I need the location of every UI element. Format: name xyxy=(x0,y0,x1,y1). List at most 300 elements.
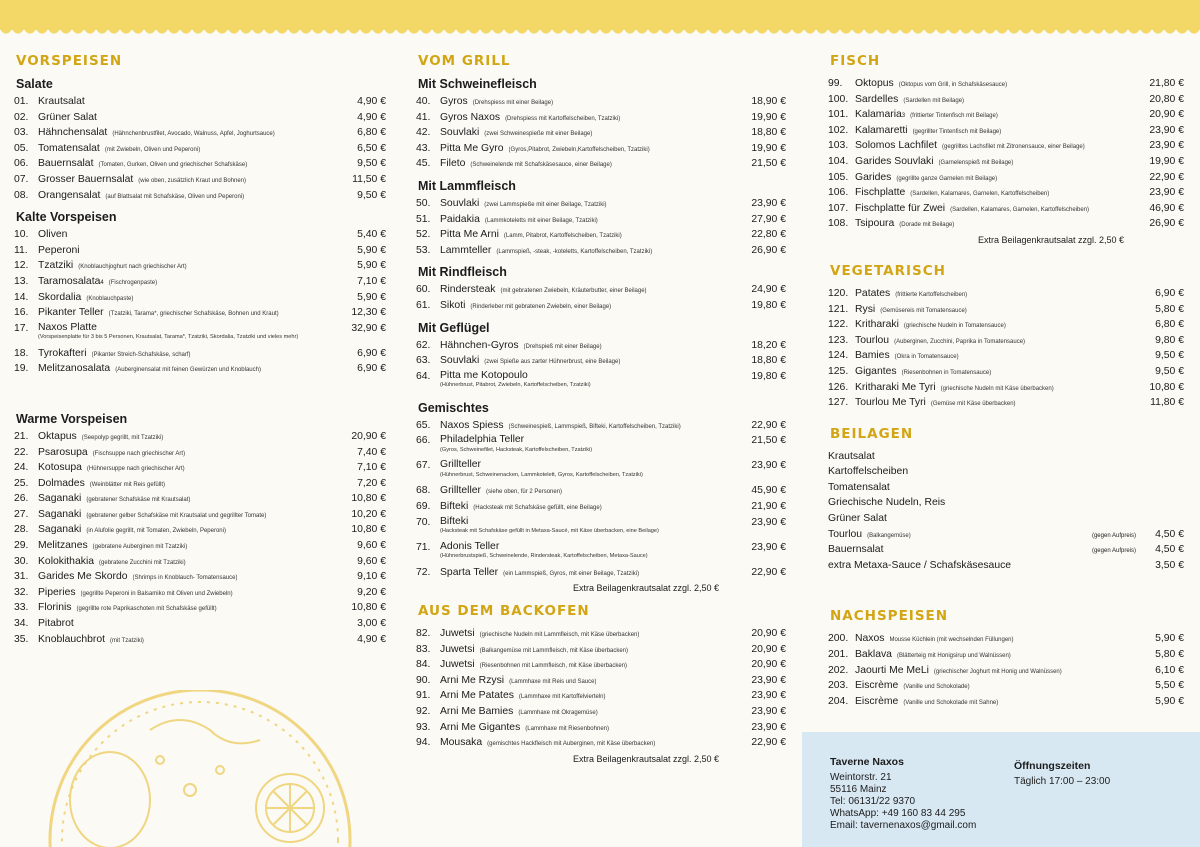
item-name: Sparta Teller xyxy=(440,566,499,578)
item-price: 23,90 € xyxy=(751,690,786,702)
menu-item xyxy=(828,647,1184,663)
item-description: (Rinderleber mit gebratenen Zwiebeln, einer Beilage) xyxy=(470,303,612,310)
item-number: 94. xyxy=(416,737,431,749)
item-number: 204. xyxy=(828,695,849,707)
item-number: 104. xyxy=(828,155,849,167)
menu-item xyxy=(14,569,386,585)
item-name: Tomatensalat xyxy=(38,142,100,154)
menu-item xyxy=(14,321,386,346)
item-name: Tomatensalat xyxy=(828,481,890,493)
item-name: Paidakia xyxy=(440,213,480,225)
opening-hours xyxy=(1014,760,1110,788)
menu-item xyxy=(828,395,1184,411)
menu-item xyxy=(14,243,386,259)
note-backofen-krautsalat: Extra Beilagenkrautsalat zzgl. 2,50 € xyxy=(572,753,720,764)
item-name: Naxos Platte xyxy=(38,321,97,333)
menu-item xyxy=(828,542,1184,558)
item-number: 127. xyxy=(828,397,849,409)
item-number: 42. xyxy=(416,127,431,139)
menu-item xyxy=(416,704,786,720)
column-fisch xyxy=(828,52,1184,709)
item-description: (zwei Lammspieße mit einer Beilage, Tzatziki) xyxy=(484,201,607,208)
item-description: (Auberginensalat mit feinen Gewürzen und Knoblauch) xyxy=(115,367,261,374)
menu-item xyxy=(416,673,786,689)
menu-item xyxy=(416,418,786,434)
menu-item xyxy=(828,464,1184,480)
item-price: 23,90 € xyxy=(1149,124,1184,136)
item-name: Kritharaki Me Tyri xyxy=(855,381,936,393)
item-number: 67. xyxy=(416,460,431,472)
item-price: 5,50 € xyxy=(1155,680,1184,692)
item-price: 6,90 € xyxy=(357,347,386,359)
item-number: 03. xyxy=(14,127,29,139)
item-price: 6,90 € xyxy=(1155,287,1184,299)
contact-panel xyxy=(802,732,1200,847)
item-name: Juwetsi xyxy=(440,659,475,671)
item-number: 82. xyxy=(416,628,431,640)
item-description: (Pikanter Streich-Schafskäse, scharf) xyxy=(91,351,191,358)
item-number: 10. xyxy=(14,229,29,241)
item-name: Garides xyxy=(855,171,892,183)
item-text xyxy=(440,433,738,453)
item-name: Psarosupa xyxy=(38,446,88,458)
menu-item xyxy=(416,353,786,369)
item-text xyxy=(440,369,738,389)
item-price: 3,00 € xyxy=(357,618,386,630)
menu-item xyxy=(828,694,1184,710)
item-name: Lammteller xyxy=(440,244,492,256)
item-price: 9,50 € xyxy=(357,158,386,170)
menu-item xyxy=(828,92,1184,108)
menu-item xyxy=(14,346,386,362)
menu-item xyxy=(828,123,1184,139)
item-price: 9,80 € xyxy=(1155,334,1184,346)
item-name: Bamies xyxy=(855,350,890,362)
item-price: 12,30 € xyxy=(351,307,386,319)
item-number: 122. xyxy=(828,319,849,331)
menu-item xyxy=(828,170,1184,186)
item-number: 68. xyxy=(416,485,431,497)
item-name: Saganaki xyxy=(38,524,82,536)
item-description: (gebratene Auberginen mit Tzatziki) xyxy=(92,544,188,551)
item-number: 71. xyxy=(416,541,431,553)
item-number: 101. xyxy=(828,109,849,121)
item-number: 91. xyxy=(416,690,431,702)
menu-item xyxy=(14,554,386,570)
item-price: 21,90 € xyxy=(751,500,786,512)
item-description: (Sardellen, Kalamares, Garnelen, Kartoffelscheiben) xyxy=(910,191,1050,198)
item-name: Tsipoura xyxy=(855,218,895,230)
item-number: 102. xyxy=(828,124,849,136)
item-price: 20,90 € xyxy=(1149,109,1184,121)
item-description: (gegrillter Tintenfisch mit Beilage) xyxy=(912,128,1002,135)
menu-item xyxy=(416,110,786,126)
item-name: Tourlou xyxy=(828,528,863,540)
item-description: (Lammhaxe mit Kartoffelvierteln) xyxy=(518,694,606,701)
item-name: Naxos Spiess xyxy=(440,419,504,431)
item-name: Tourlou Me Tyri xyxy=(855,397,926,409)
item-description: (gegrillte ganze Garnelen mit Beilage) xyxy=(896,175,998,182)
menu-item xyxy=(828,216,1184,232)
item-price: 7,10 € xyxy=(357,462,386,474)
top-decorative-band xyxy=(0,0,1200,30)
item-name: Juwetsi xyxy=(440,643,475,655)
item-price: 5,90 € xyxy=(357,291,386,303)
item-name: Krautsalat xyxy=(38,96,85,107)
item-number: 103. xyxy=(828,140,849,152)
menu-item xyxy=(416,483,786,499)
item-description: (zwei Spieße aus zarter Hühnerbrust, eine Beilage) xyxy=(484,359,621,366)
item-number: 201. xyxy=(828,649,849,661)
item-name: Tourlou xyxy=(855,334,890,346)
item-number: 02. xyxy=(14,111,29,123)
item-description: (Okra in Tomatensauce) xyxy=(894,354,959,361)
menu-item xyxy=(416,515,786,540)
menu-item xyxy=(14,290,386,306)
item-price: 4,50 € xyxy=(1155,544,1184,556)
item-price: 5,80 € xyxy=(1155,303,1184,315)
menu-item xyxy=(828,107,1184,123)
item-number: 40. xyxy=(416,96,431,107)
list-vegetarisch xyxy=(828,286,1184,411)
menu-item xyxy=(14,507,386,523)
item-price: 23,90 € xyxy=(751,516,786,528)
item-number: 92. xyxy=(416,706,431,718)
menu-item xyxy=(14,429,386,445)
item-name: Grüner Salat xyxy=(38,111,97,123)
item-name: Garides Me Skordo xyxy=(38,571,128,583)
item-name: Grillteller xyxy=(440,459,481,471)
subsection-title-gemischtes: Gemischtes xyxy=(418,400,489,415)
subsection-title-warme-vorspeisen: Warme Vorspeisen xyxy=(16,411,128,426)
item-number: 29. xyxy=(14,540,29,552)
item-name: Gigantes xyxy=(855,365,897,377)
item-description: (Hacksteak mit Schafskäse gefüllt in Metaxa-Saucé, mit Käse überbacken, eine Beilage) xyxy=(440,527,659,534)
menu-item xyxy=(828,302,1184,318)
item-price: 23,90 € xyxy=(751,460,786,472)
item-name: Rindersteak xyxy=(440,284,496,296)
item-number: 125. xyxy=(828,365,849,377)
item-name: Grosser Bauernsalat xyxy=(38,173,134,185)
item-price: 20,90 € xyxy=(751,643,786,655)
item-description: (Drehspiess mit Kartoffelscheiben, Tzatziki) xyxy=(505,115,621,122)
item-price: 23,90 € xyxy=(751,541,786,553)
item-number: 41. xyxy=(416,111,431,123)
item-description: (gebratener gelber Schafskäse mit Krautsalat und gegrillter Tomate) xyxy=(86,512,267,519)
item-name: Dolmades xyxy=(38,477,85,489)
item-price: 45,90 € xyxy=(751,485,786,497)
item-description: (Garnelenspieß mit Beilage) xyxy=(938,159,1014,166)
item-price: 32,90 € xyxy=(351,322,386,334)
item-number: 200. xyxy=(828,633,849,645)
item-name: Souvlaki xyxy=(440,197,480,209)
item-number: 120. xyxy=(828,287,849,299)
list-beilagen xyxy=(828,449,1184,574)
list-rindfleisch xyxy=(416,282,786,313)
item-description: (Fischsuppe nach griechischer Art) xyxy=(92,450,186,457)
item-price: 4,90 € xyxy=(357,96,386,107)
item-number: 72. xyxy=(416,566,431,578)
item-name: Kalamaria xyxy=(855,109,902,121)
item-price: 19,80 € xyxy=(751,299,786,311)
menu-item xyxy=(828,678,1184,694)
list-backofen xyxy=(416,626,786,751)
item-price: 6,80 € xyxy=(1155,319,1184,331)
item-description: (griechische Nudeln mit Lammfleisch, mit Käse überbacken) xyxy=(479,632,640,639)
item-name: Pitabrot xyxy=(38,618,74,630)
item-description: (gebratene Zucchini mit Tzatziki) xyxy=(99,559,186,566)
menu-item xyxy=(416,565,786,581)
lemon-illustration xyxy=(40,690,370,847)
item-description: (Gyros,Pitabrot, Zwiebeln,Kartoffelscheiben, Tzatziki) xyxy=(508,146,650,153)
item-description: (frittierter Tintenfisch mit Beilage) xyxy=(910,113,998,120)
item-number: 07. xyxy=(14,173,29,185)
list-salate xyxy=(14,94,386,203)
menu-item xyxy=(828,185,1184,201)
item-number: 124. xyxy=(828,350,849,362)
item-number: 62. xyxy=(416,339,431,351)
item-number: 203. xyxy=(828,680,849,692)
section-title-vorspeisen: VORSPEISEN xyxy=(16,53,123,69)
subsection-title-schweinefleisch: Mit Schweinefleisch xyxy=(418,77,537,91)
menu-item xyxy=(828,558,1184,574)
menu-item xyxy=(828,631,1184,647)
item-description: (mit Tzatziki) xyxy=(110,637,144,644)
item-description: (Balkangemüse mit Lammfleisch, mit Käse überbacken) xyxy=(479,647,629,654)
item-name: Mousaka xyxy=(440,737,483,749)
item-description: (Blätterteig mit Honigsirup und Walnüssen) xyxy=(896,653,1011,660)
item-description: (Balkangemüse) xyxy=(867,532,911,539)
menu-item xyxy=(14,227,386,243)
item-description: (zwei Schweinespieße mit einer Beilage) xyxy=(484,131,593,138)
item-description: (Weinblätter mit Reis gefüllt) xyxy=(89,481,166,488)
item-number: 63. xyxy=(416,355,431,367)
item-description: (Seepolyp gegrillt, mit Tzatziki) xyxy=(81,434,164,441)
item-name: Grillteller xyxy=(440,485,481,497)
item-price: 9,50 € xyxy=(1155,350,1184,362)
item-price: 5,90 € xyxy=(357,260,386,272)
menu-item xyxy=(14,460,386,476)
item-price: 23,90 € xyxy=(751,706,786,718)
item-number: 30. xyxy=(14,555,29,567)
item-name: Eiscrème xyxy=(855,695,899,707)
item-description: (Knoblauchjoghurt nach griechischer Art) xyxy=(78,264,187,271)
item-price: 23,90 € xyxy=(1149,187,1184,199)
menu-item xyxy=(828,380,1184,396)
item-name: Saganaki xyxy=(38,508,82,520)
item-name: Pitta me Kotopoulo xyxy=(440,369,528,381)
item-name: Melitzanes xyxy=(38,540,88,552)
menu-item xyxy=(416,227,786,243)
menu-item xyxy=(416,735,786,751)
menu-item xyxy=(14,94,386,110)
item-name: Juwetsi xyxy=(440,628,475,640)
item-price: 6,90 € xyxy=(357,363,386,375)
item-number: 18. xyxy=(14,347,29,359)
item-number: 01. xyxy=(14,96,29,107)
item-description: (Vorspeisenplatte für 3 bis 5 Personen, Krautsalat, Tarama*, Tzatziki, Skordalia, Tzatziki und vieles mehr) xyxy=(38,334,299,341)
item-description: (ein Lammspieß, Gyros, mit einer Beilage, Tzatziki) xyxy=(503,570,640,577)
menu-item xyxy=(828,201,1184,217)
item-name: Oktopus xyxy=(855,78,894,89)
item-price: 5,90 € xyxy=(1155,633,1184,645)
item-name: Grüner Salat xyxy=(828,513,887,525)
phone: Tel: 06131/22 9370 xyxy=(830,796,916,807)
item-name: Oktapus xyxy=(38,430,77,442)
item-price: 5,90 € xyxy=(1155,695,1184,707)
item-price: 10,80 € xyxy=(351,493,386,505)
subsection-title-lammfleisch: Mit Lammfleisch xyxy=(418,178,516,193)
item-number: 107. xyxy=(828,202,849,214)
menu-item xyxy=(14,476,386,492)
item-price: 9,60 € xyxy=(357,540,386,552)
item-number: 50. xyxy=(416,197,431,209)
item-number: 12. xyxy=(14,260,29,272)
item-price: 23,90 € xyxy=(751,674,786,686)
item-name: Philadelphia Teller xyxy=(440,434,525,446)
item-description: (gemischtes Hackfleisch mit Auberginen, mit Käse überbacken) xyxy=(487,741,656,748)
item-price: 19,90 € xyxy=(1149,155,1184,167)
subsection-title-kalte-vorspeisen: Kalte Vorspeisen xyxy=(16,210,117,225)
item-description: (griechische Nudeln in Tomatensauce) xyxy=(903,323,1006,330)
menu-item xyxy=(14,125,386,141)
menu-item xyxy=(14,258,386,274)
item-number: 83. xyxy=(416,643,431,655)
item-name: Peperoni xyxy=(38,244,80,256)
item-price: 9,20 € xyxy=(357,586,386,598)
item-text xyxy=(440,540,738,560)
item-description: (gegrillte Peperoni in Balsamiko mit Oliven und Zwiebeln) xyxy=(80,590,233,597)
street: Weintorstr. 21 xyxy=(830,772,892,783)
item-name: Melitzanosalata xyxy=(38,363,111,375)
section-title-fisch: FISCH xyxy=(830,53,881,69)
item-number: 65. xyxy=(416,419,431,431)
menu-item xyxy=(14,522,386,538)
menu-item xyxy=(14,491,386,507)
item-name: Hähnchensalat xyxy=(38,127,108,139)
menu-item xyxy=(14,274,386,290)
item-description: (Vanille und Schokolade mit Sahne) xyxy=(903,699,999,706)
item-description: (Riesenbohnen in Tomatensauce) xyxy=(901,369,992,376)
item-description: (mit gebratenen Zwiebeln, Kräuterbutter, einer Beilage) xyxy=(500,288,647,295)
item-number: 22. xyxy=(14,446,29,458)
item-description: (Schweinelende mit Schafskäsesauce, einer Beilage) xyxy=(470,162,612,169)
surcharge-tag: (gegen Aufpreis) xyxy=(1091,532,1136,539)
menu-item xyxy=(416,626,786,642)
item-heading xyxy=(440,460,738,470)
section-title-beilagen: BEILAGEN xyxy=(830,425,914,442)
item-description: (Hähnchenbrustfilet, Avocado, Walnuss, Apfel, Joghurtsauce) xyxy=(112,131,275,138)
item-price: 10,20 € xyxy=(351,508,386,520)
item-number: 70. xyxy=(416,516,431,528)
item-number: 35. xyxy=(14,633,29,645)
contact-address xyxy=(830,756,976,832)
item-description: (Drehspieß mit einer Beilage) xyxy=(523,343,602,350)
item-name: Knoblauchbrot xyxy=(38,633,106,645)
item-price: 4,90 € xyxy=(357,633,386,645)
item-price: 46,90 € xyxy=(1149,202,1184,214)
item-name: Souvlaki xyxy=(440,355,480,367)
item-number: 19. xyxy=(14,363,29,375)
item-number: 33. xyxy=(14,602,29,614)
item-number: 27. xyxy=(14,508,29,520)
menu-item xyxy=(828,154,1184,170)
menu-item xyxy=(828,364,1184,380)
item-name: Gyros xyxy=(440,96,468,107)
item-name: Bauernsalat xyxy=(828,544,884,556)
menu-item xyxy=(14,600,386,616)
item-description: (Hacksteak mit Schafskäse gefüllt, eine Beilage) xyxy=(473,504,602,511)
item-text xyxy=(38,321,338,341)
item-price: 4,90 € xyxy=(357,111,386,123)
city: 55116 Mainz xyxy=(830,784,887,795)
item-name: Souvlaki xyxy=(440,127,480,139)
opening-hours-title: Öffnungszeiten xyxy=(1014,760,1091,772)
item-name: Tyrokafteri xyxy=(38,347,87,359)
menu-item xyxy=(828,480,1184,496)
item-number: 34. xyxy=(14,618,29,630)
item-name: Fileto xyxy=(440,158,466,170)
menu-item xyxy=(14,188,386,204)
item-name: Skordalia xyxy=(38,291,82,303)
item-number: 13. xyxy=(14,275,29,287)
item-description: (Sardellen, Kalamares, Garnelen, Kartoffelscheiben) xyxy=(950,206,1090,213)
item-description: (Gemüse mit Käse überbacken) xyxy=(930,401,1016,408)
subsection-title-rindfleisch: Mit Rindfleisch xyxy=(418,265,507,280)
item-name: Fischplatte xyxy=(855,187,906,199)
item-description: (Vanille und Schokolade) xyxy=(903,684,970,691)
menu-item xyxy=(416,369,786,394)
item-number: 53. xyxy=(416,244,431,256)
menu-item xyxy=(416,125,786,141)
list-warme-vorspeisen xyxy=(14,429,386,647)
item-heading xyxy=(440,517,738,527)
item-number: 108. xyxy=(828,218,849,230)
item-name: Jaourti Me MeLi xyxy=(855,664,929,676)
list-gefluegel xyxy=(416,338,786,394)
menu-item xyxy=(828,317,1184,333)
item-name: Solomos Lachfilet xyxy=(855,140,938,152)
item-description: (Lammspieß, -steak, -koteletts, Kartoffelscheiben, Tzatziki) xyxy=(496,248,653,255)
item-name: Sikoti xyxy=(440,299,466,311)
item-name: Bifteki xyxy=(440,515,469,527)
item-description: (Lammhaxe mit Okragemüse) xyxy=(518,710,598,717)
item-number: 17. xyxy=(14,322,29,334)
item-description: (Hühnerbrustspieß, Schweinelende, Rindersteak, Kartoffelscheiben, Metaxa-Sauce) xyxy=(440,552,648,559)
allergen-marker: 3 xyxy=(901,113,906,120)
subsection-title-gefluegel: Mit Geflügel xyxy=(418,320,490,335)
item-price: 26,90 € xyxy=(751,244,786,256)
menu-item xyxy=(416,196,786,212)
item-price: 23,90 € xyxy=(1149,140,1184,152)
menu-item xyxy=(14,110,386,126)
menu-item xyxy=(416,282,786,298)
item-price: 22,90 € xyxy=(751,737,786,749)
item-description: (Knoblauchpaste) xyxy=(86,295,134,302)
item-price: 22,90 € xyxy=(751,419,786,431)
item-name: extra Metaxa-Sauce / Schafskäsesauce xyxy=(828,559,1012,571)
item-number: 25. xyxy=(14,477,29,489)
item-price: 10,80 € xyxy=(1149,381,1184,393)
item-price: 5,90 € xyxy=(357,244,386,256)
menu-item xyxy=(828,348,1184,364)
item-price: 21,50 € xyxy=(751,435,786,447)
item-name: Kalamaretti xyxy=(855,124,908,136)
menu-item xyxy=(14,585,386,601)
menu-item xyxy=(14,616,386,632)
item-description: (Hühnerbrust, Pitabrot, Zwiebeln, Kartoffelscheiben, Tzatziki) xyxy=(440,382,591,389)
item-description: (in Alufolie gegrillt, mit Tomaten, Zwiebeln, Peperoni) xyxy=(86,528,226,535)
